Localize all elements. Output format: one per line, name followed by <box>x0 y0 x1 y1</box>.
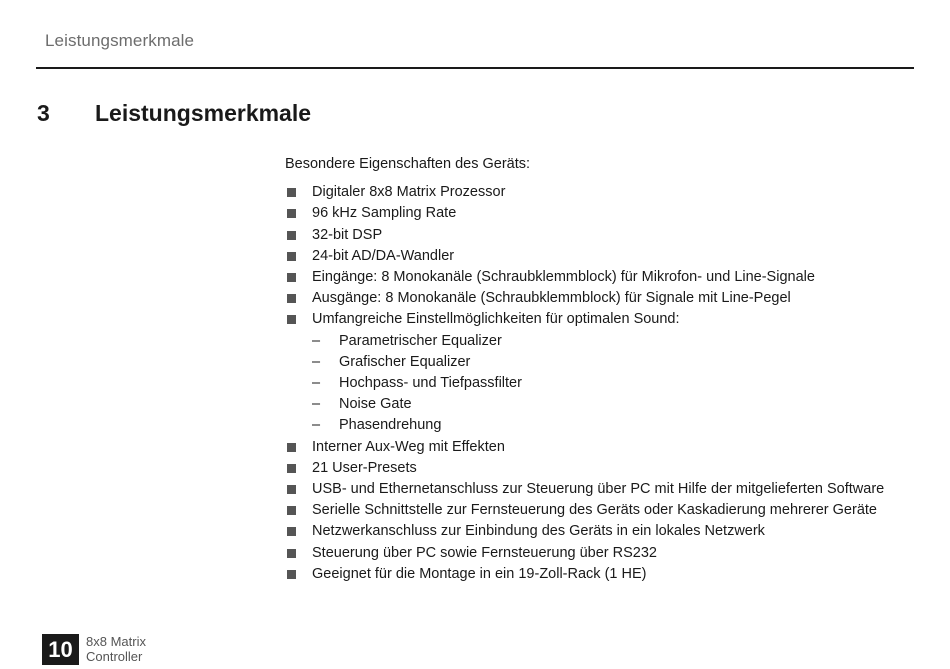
sub-feature-text: Noise Gate <box>339 396 412 413</box>
sub-feature-text: Phasendrehung <box>339 417 442 434</box>
feature-text: 96 kHz Sampling Rate <box>312 205 457 222</box>
product-name-line2: Controller <box>86 649 143 664</box>
chapter-number: 3 <box>37 100 50 126</box>
sub-feature-text: Grafischer Equalizer <box>339 353 471 370</box>
list-item <box>285 500 925 521</box>
feature-text: Geeignet für die Montage in ein 19-Zoll-Rack (1 HE) <box>312 565 647 582</box>
sub-list-item <box>312 373 925 394</box>
feature-section <box>285 154 925 585</box>
square-bullet-icon <box>287 464 296 473</box>
feature-text: Umfangreiche Einstellmöglichkeiten für optimalen Sound: <box>312 311 680 328</box>
header-divider <box>36 67 914 69</box>
list-item <box>285 309 925 436</box>
feature-text: Ausgänge: 8 Monokanäle (Schraubklemmblock) für Signale mit Line-Pegel <box>312 290 791 307</box>
feature-text: Steuerung über PC sowie Fernsteuerung über RS232 <box>312 544 657 561</box>
square-bullet-icon <box>287 527 296 536</box>
product-name-line1: 8x8 Matrix <box>86 634 146 649</box>
sub-feature-text: Hochpass- und Tiefpassfilter <box>339 375 522 392</box>
list-item <box>285 564 925 585</box>
sub-list-item <box>312 394 925 415</box>
running-header: Leistungsmerkmale <box>45 31 195 50</box>
feature-text: 32-bit DSP <box>312 226 383 243</box>
list-item <box>285 182 925 203</box>
dash-bullet: – <box>312 417 321 434</box>
list-item <box>285 543 925 564</box>
dash-bullet: – <box>312 353 321 370</box>
feature-text: 21 User-Presets <box>312 459 417 476</box>
feature-text: Serielle Schnittstelle zur Fernsteuerung des Geräts oder Kaskadierung mehrerer Geräte <box>312 502 877 519</box>
square-bullet-icon <box>287 252 296 261</box>
feature-list <box>285 182 925 585</box>
list-item <box>285 203 925 224</box>
feature-text: Eingänge: 8 Monokanäle (Schraubklemmblock) für Mikrofon- und Line-Signale <box>312 269 815 286</box>
footer-product-name <box>86 634 146 664</box>
list-item <box>285 521 925 542</box>
square-bullet-icon <box>287 188 296 197</box>
square-bullet-icon <box>287 209 296 218</box>
list-item <box>285 225 925 246</box>
feature-text: USB- und Ethernetanschluss zur Steuerung über PC mit Hilfe der mitgelieferten Software <box>312 481 885 498</box>
feature-text: 24-bit AD/DA-Wandler <box>312 247 455 264</box>
square-bullet-icon <box>287 443 296 452</box>
list-item <box>285 437 925 458</box>
sub-list-item <box>312 331 925 352</box>
square-bullet-icon <box>287 294 296 303</box>
list-item <box>285 458 925 479</box>
feature-text: Digitaler 8x8 Matrix Prozessor <box>312 184 506 201</box>
feature-text: Netzwerkanschluss zur Einbindung des Geräts in ein lokales Netzwerk <box>312 523 765 540</box>
square-bullet-icon <box>287 273 296 282</box>
dash-bullet: – <box>312 332 321 349</box>
chapter-title: Leistungsmerkmale <box>95 100 312 126</box>
intro-text: Besondere Eigenschaften des Geräts: <box>285 156 531 172</box>
sub-feature-list <box>312 331 925 437</box>
list-item <box>285 479 925 500</box>
list-item <box>285 267 925 288</box>
dash-bullet: – <box>312 396 321 413</box>
feature-text: Interner Aux-Weg mit Effekten <box>312 438 505 455</box>
square-bullet-icon <box>287 231 296 240</box>
dash-bullet: – <box>312 375 321 392</box>
page-number: 10 <box>42 634 79 665</box>
square-bullet-icon <box>287 315 296 324</box>
sub-list-item <box>312 352 925 373</box>
list-item <box>285 288 925 309</box>
sub-feature-text: Parametrischer Equalizer <box>339 332 502 349</box>
square-bullet-icon <box>287 506 296 515</box>
square-bullet-icon <box>287 570 296 579</box>
sub-list-item <box>312 415 925 436</box>
list-item <box>285 246 925 267</box>
square-bullet-icon <box>287 549 296 558</box>
square-bullet-icon <box>287 485 296 494</box>
